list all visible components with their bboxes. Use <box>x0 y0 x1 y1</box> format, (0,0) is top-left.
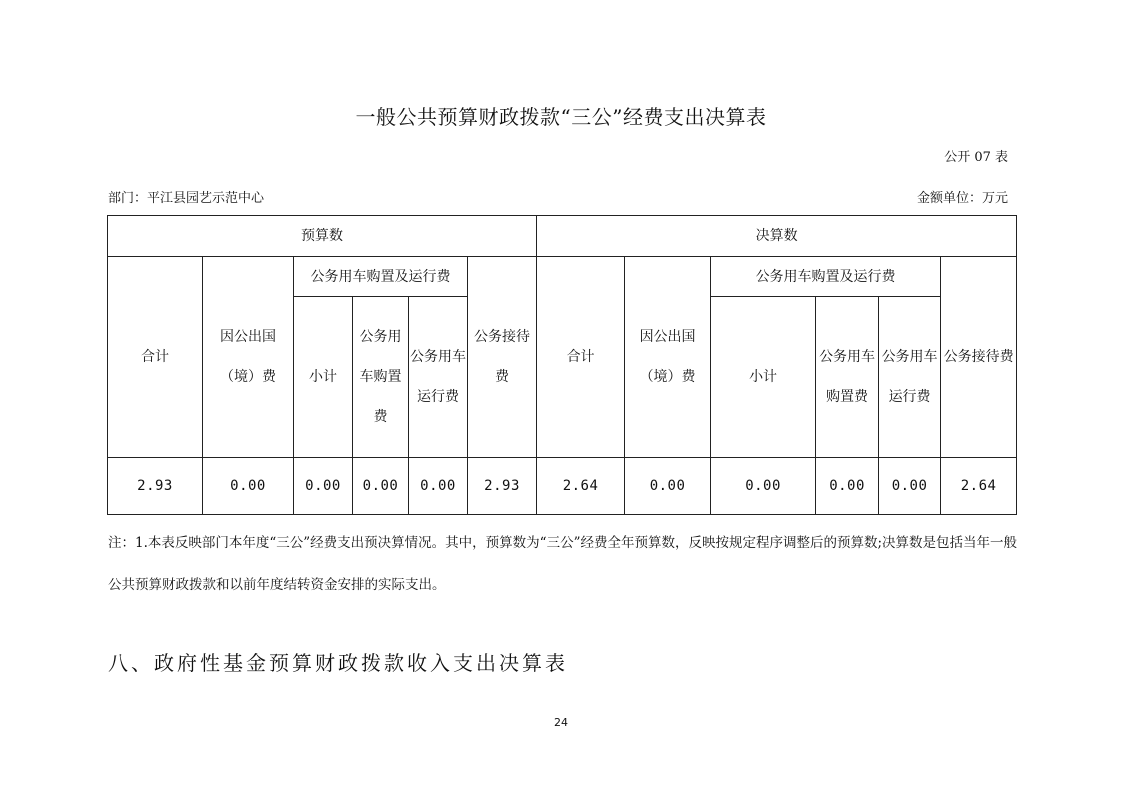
table-header-row-1 <box>108 216 1017 257</box>
final-reception-value: 2.64 <box>941 458 1017 515</box>
budget-vehicle-operation-header: 公务用车运行费 <box>409 297 468 458</box>
final-header: 决算数 <box>537 216 1017 257</box>
final-vehicle-operation-header: 公务用车运行费 <box>879 297 941 458</box>
final-abroad-value: 0.00 <box>625 458 711 515</box>
budget-vehicle-group-header: 公务用车购置及运行费 <box>294 257 468 297</box>
budget-total-header: 合计 <box>108 257 203 458</box>
final-reception-header: 公务接待费 <box>941 257 1017 458</box>
budget-subtotal-header: 小计 <box>294 297 353 458</box>
final-vehicle-operation-value: 0.00 <box>879 458 941 515</box>
final-abroad-header: 因公出国（境）费 <box>625 257 711 458</box>
budget-header: 预算数 <box>108 216 537 257</box>
table-data-row <box>108 458 1017 515</box>
final-vehicle-group-header: 公务用车购置及运行费 <box>711 257 941 297</box>
form-code: 公开 07 表 <box>944 150 1008 165</box>
department-label: 部门：平江县园艺示范中心 <box>108 191 265 206</box>
document-title: 一般公共预算财政拨款“三公”经费支出决算表 <box>355 105 767 129</box>
page-number: 24 <box>554 716 568 729</box>
final-total-value: 2.64 <box>537 458 625 515</box>
final-total-header: 合计 <box>537 257 625 458</box>
amount-unit-label: 金额单位：万元 <box>916 191 1008 206</box>
table-note: 注：1.本表反映部门本年度“三公”经费支出预决算情况。其中，预算数为“三公”经费全年预算数，反映按规定程序调整后的预算数;决算数是包括当年一般公共预算财政拨款和以前年度结转资金安排的实际支出。 <box>108 535 1018 593</box>
budget-vehicle-purchase-value: 0.00 <box>353 458 409 515</box>
section-heading: 八、政府性基金预算财政拨款收入支出决算表 <box>108 651 568 675</box>
table-header-row-2 <box>108 257 1017 297</box>
budget-reception-value: 2.93 <box>468 458 537 515</box>
budget-total-value: 2.93 <box>108 458 203 515</box>
final-vehicle-purchase-value: 0.00 <box>816 458 879 515</box>
final-vehicle-purchase-header: 公务用车购置费 <box>816 297 879 458</box>
budget-abroad-header: 因公出国（境）费 <box>203 257 294 458</box>
three-public-expenses-table <box>107 215 1017 515</box>
final-subtotal-value: 0.00 <box>711 458 816 515</box>
budget-vehicle-operation-value: 0.00 <box>409 458 468 515</box>
final-subtotal-header: 小计 <box>711 297 816 458</box>
budget-reception-header: 公务接待费 <box>468 257 537 458</box>
budget-subtotal-value: 0.00 <box>294 458 353 515</box>
budget-abroad-value: 0.00 <box>203 458 294 515</box>
budget-vehicle-purchase-header: 公务用车购置费 <box>353 297 409 458</box>
